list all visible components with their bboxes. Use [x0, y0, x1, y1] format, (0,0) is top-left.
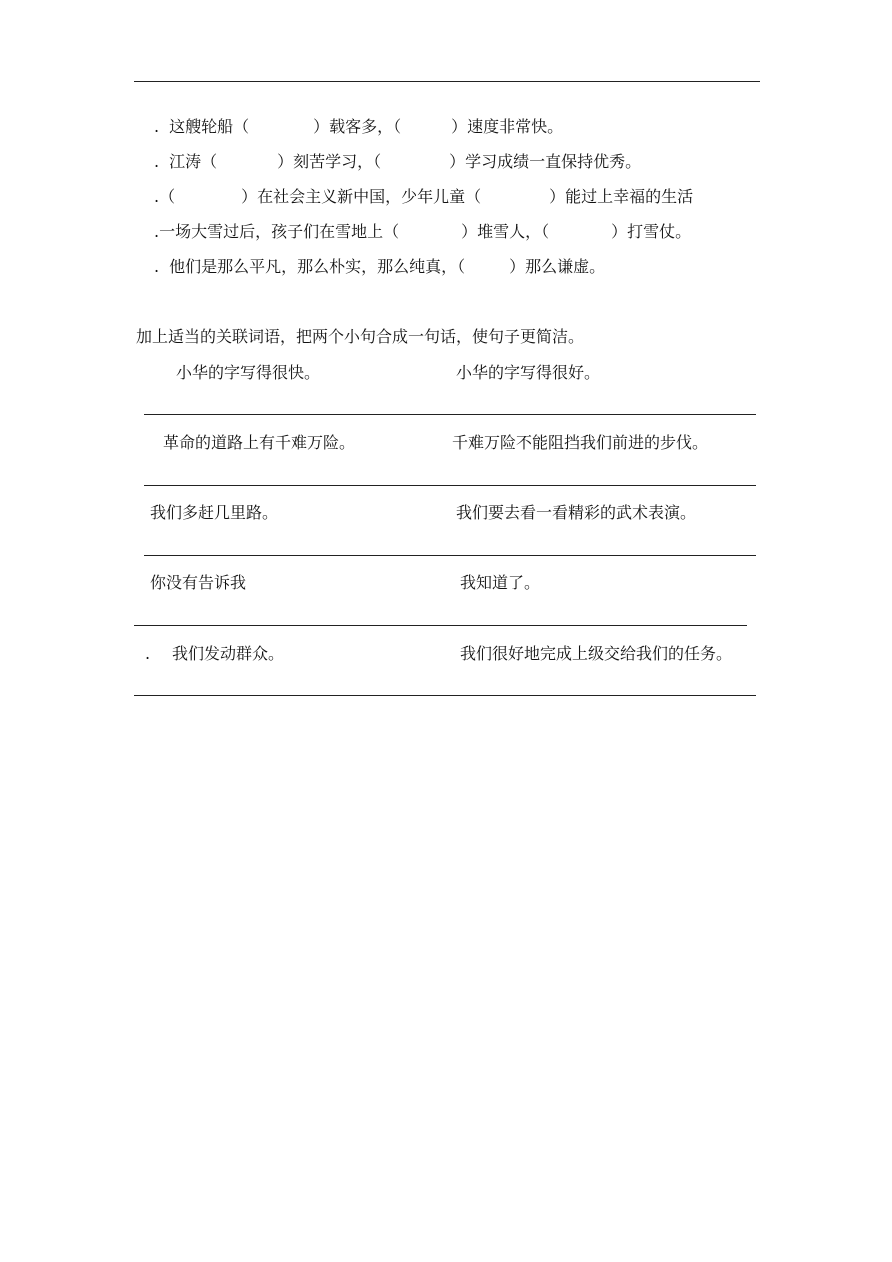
- answer-line-1[interactable]: [144, 414, 756, 415]
- sentence-part: 一场大雪过后，孩子们在雪地上（: [159, 222, 400, 241]
- answer-line-2[interactable]: [144, 485, 756, 486]
- pair-5-right: 我们很好地完成上级交给我们的任务。: [460, 644, 733, 663]
- sentence-part: ）打雪仗。: [611, 222, 692, 241]
- fill-blank-item-3: [154, 187, 693, 207]
- sentence-part: ）能过上幸福的生活: [549, 187, 694, 206]
- fill-blank-item-4: [154, 222, 691, 242]
- sentence-part: ）速度非常快。: [451, 117, 564, 136]
- pair-5-left: 我们发动群众。: [172, 644, 285, 663]
- pair-1-right: 小华的字写得很好。: [456, 363, 601, 382]
- item-marker: .: [154, 187, 160, 206]
- pair-3-right: 我们要去看一看精彩的武术表演。: [456, 503, 697, 522]
- pair-4-left: 你没有告诉我: [150, 573, 247, 592]
- pair-5-marker: .: [145, 644, 151, 663]
- fill-blank-item-5: [154, 257, 605, 277]
- section-instruction: 加上适当的关联词语，把两个小句合成一句话，使句子更简洁。: [136, 327, 585, 346]
- sentence-part: ）在社会主义新中国，少年儿童（: [241, 187, 482, 206]
- sentence-part: 这艘轮船（: [169, 117, 250, 136]
- item-marker: .: [154, 152, 160, 171]
- sentence-part: ）学习成绩一直保持优秀。: [449, 152, 642, 171]
- sentence-part: 他们是那么平凡，那么朴实，那么纯真，（: [169, 257, 466, 276]
- pair-1-left: 小华的字写得很快。: [176, 363, 321, 382]
- pair-4-right: 我知道了。: [460, 573, 541, 592]
- header-rule: [134, 81, 760, 82]
- answer-line-3[interactable]: [144, 555, 756, 556]
- pair-3-left: 我们多赶几里路。: [150, 503, 279, 522]
- sentence-part: ）刻苦学习，（: [277, 152, 382, 171]
- fill-blank-item-1: [154, 117, 563, 137]
- sentence-part: （: [159, 187, 176, 206]
- sentence-part: ）堆雪人，（: [461, 222, 550, 241]
- fill-blank-item-2: [154, 152, 641, 172]
- item-marker: .: [154, 257, 160, 276]
- sentence-part: 江涛（: [169, 152, 218, 171]
- item-marker: .: [154, 117, 160, 136]
- pair-2-right: 千难万险不能阻挡我们前进的步伐。: [452, 433, 709, 452]
- pair-2-left: 革命的道路上有千难万险。: [163, 433, 356, 452]
- item-marker: .: [154, 222, 160, 241]
- answer-line-5[interactable]: [134, 695, 756, 696]
- sentence-part: ）载客多，（: [313, 117, 402, 136]
- sentence-part: ）那么谦虚。: [509, 257, 606, 276]
- answer-line-4[interactable]: [134, 625, 747, 626]
